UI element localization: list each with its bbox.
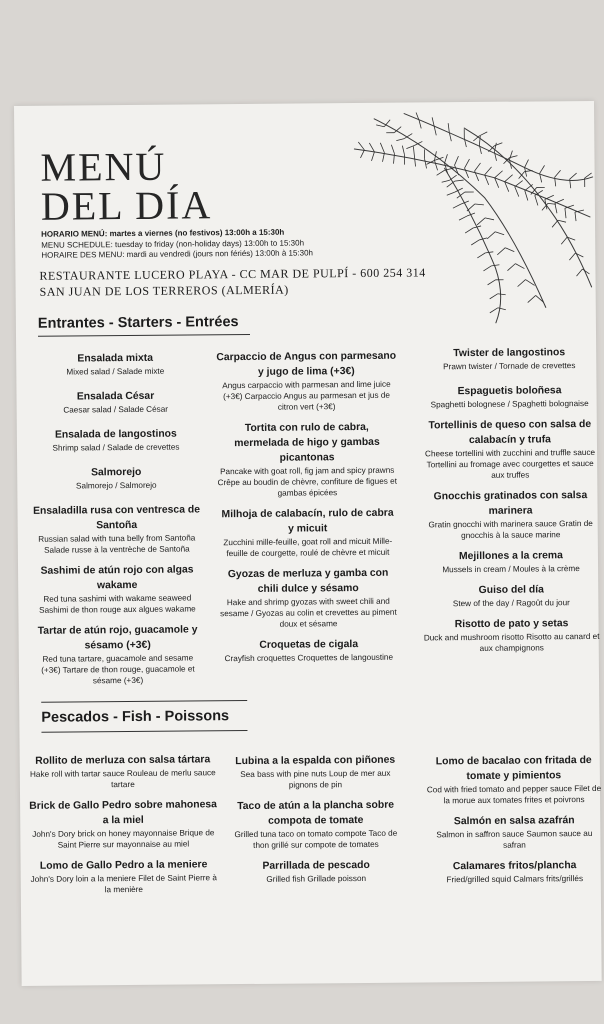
menu-item xyxy=(218,506,398,560)
starters-column-2 xyxy=(216,349,399,673)
item-description: Crayfish croquettes Croquettes de langoustine xyxy=(224,652,394,664)
item-description: Hake roll with tartar sauce Rouleau de merlu sauce tartare xyxy=(29,768,216,790)
schedule-line-es: HORARIO MENÚ: martes a viernes (no festivos) 13:00h a 15:30h xyxy=(41,227,285,239)
item-name: Ensalada mixta xyxy=(77,352,154,365)
item-name: Espaguetis boloñesa xyxy=(457,385,562,398)
item-name: Croquetas de cigala xyxy=(259,639,359,651)
menu-item xyxy=(29,857,219,896)
item-description: Grilled tuna taco on tomato compote Taco de thon grillé sur compote de tomates xyxy=(234,828,398,850)
item-description: Salmon in saffron sauce Saumon sauce au safran xyxy=(436,828,593,850)
item-name: Calamares fritos/plancha xyxy=(452,860,577,873)
item-description: Spaghetti bolognese / Spaghetti bolognaise xyxy=(430,398,589,410)
item-name: Tortita con rulo de cabra, mermelada de higo y gambas picantonas xyxy=(234,421,380,464)
item-description: Mussels in cream / Moules à la crème xyxy=(442,564,580,575)
item-name: Tartar de atún rojo, guacamole y sésamo (+3€) xyxy=(37,624,198,652)
menu-item xyxy=(420,345,598,373)
title-line-2: DEL DÍA xyxy=(40,182,213,229)
item-name: Carpaccio de Angus con parmesano y jugo de lima (+3€) xyxy=(216,350,397,378)
item-description: John's Dory loin a la meniere Filet de Saint Pierre à la menière xyxy=(30,873,217,895)
menu-item xyxy=(228,798,403,852)
item-description: John's Dory brick on honey mayonnaise Brique de Saint Pierre sur mayonnaise au miel xyxy=(32,828,215,850)
item-description: Gratin gnocchi with marinera sauce Gratin de gnocchis à la sauce marine xyxy=(428,518,593,541)
menu-item xyxy=(420,383,598,411)
item-description: Red tuna sashimi with wakame seaweed Sashimi de thon rouge aux algues wakame xyxy=(39,593,196,615)
menu-item xyxy=(28,797,218,851)
item-name: Gnocchis gratinados con salsa marinera xyxy=(433,490,588,517)
menu-item xyxy=(30,388,200,415)
item-description: Prawn twister / Tornade de crevettes xyxy=(443,361,576,372)
item-description: Duck and mushroom risotto Risotto au canard et aux champignons xyxy=(423,631,600,653)
item-description: Cod with fried tomato and pepper sauce Filet de la morue aux tomates frites et poivrons xyxy=(426,783,602,806)
item-description: Red tuna tartare, guacamole and sesame (+3€) Tartare de thon rouge, guacamole et sésame (+3€) xyxy=(41,653,195,686)
starters-column-1 xyxy=(30,350,203,694)
fish-heading-underline xyxy=(41,730,247,733)
menu-item xyxy=(31,464,201,491)
menu-item xyxy=(217,420,398,500)
menu-item xyxy=(427,858,603,886)
fish-heading: Pescados - Fish - Poissons xyxy=(41,708,230,726)
item-description: Pancake with goat roll, fig jam and spicy prawns Crêpe au boudin de chèvre, confiture de figues et gambas épicées xyxy=(217,465,397,498)
restaurant-line-1: RESTAURANTE LUCERO PLAYA - CC MAR DE PULPÍ - 600 254 314 xyxy=(39,265,426,283)
fish-column-2 xyxy=(228,753,404,894)
menu-item xyxy=(426,813,602,852)
menu-item xyxy=(229,858,404,886)
schedule-block xyxy=(41,227,313,261)
menu-item xyxy=(31,502,201,555)
restaurant-line-2: SAN JUAN DE LOS TERREROS (ALMERÍA) xyxy=(39,282,289,299)
menu-item xyxy=(32,562,202,615)
starters-column-3 xyxy=(420,345,601,663)
item-name: Rollito de merluza con salsa tártara xyxy=(35,754,211,767)
item-name: Tortellinis de queso con salsa de calabacín y trufa xyxy=(428,418,592,447)
item-description: Mixed salad / Salade mixte xyxy=(66,366,165,377)
menu-item xyxy=(421,417,600,482)
item-description: Cheese tortellini with zucchini and truffle sauce Tortellini au fromage avec courgettes et sauce aux truffes xyxy=(424,447,596,480)
item-description: Grilled fish Grillade poisson xyxy=(266,873,367,884)
menu-item xyxy=(421,488,599,542)
item-description: Fried/grilled squid Calmars frits/grillés xyxy=(446,874,584,885)
title-line-1: MENÚ xyxy=(40,143,167,190)
item-name: Guiso del día xyxy=(478,584,544,596)
item-name: Lomo de Gallo Pedro a la meniere xyxy=(39,859,208,872)
schedule-line-fr: HORAIRE DES MENU: mardi au vendredi (jours non fériés) 13:00h à 15:30h xyxy=(41,248,314,260)
starters-heading-underline xyxy=(38,334,250,337)
item-name: Salmorejo xyxy=(91,466,142,479)
item-name: Brick de Gallo Pedro sobre mahonesa a la miel xyxy=(29,799,217,827)
menu-sheet xyxy=(14,101,602,986)
item-description: Angus carpaccio with parmesan and lime juice (+3€) Carpaccio Angus au parmesan et jus de citron vert (+3€) xyxy=(222,379,391,412)
item-name: Lubina a la espalda con piñones xyxy=(235,754,396,768)
page-title xyxy=(40,143,213,229)
fish-column-3 xyxy=(426,753,603,894)
menu-item xyxy=(422,616,600,655)
menu-item xyxy=(218,566,399,631)
item-name: Risotto de pato y setas xyxy=(454,618,569,631)
item-description: Zucchini mille-feuille, goat roll and micuit Mille-feuille de courgette, roulé de chèvre et micuit xyxy=(223,536,393,559)
menu-item xyxy=(426,753,602,807)
item-name: Ensaladilla rusa con ventresca de Santoña xyxy=(33,504,201,532)
item-name: Taco de atún a la plancha sobre compota de tomate xyxy=(237,799,395,827)
menu-item xyxy=(422,548,600,576)
item-description: Salmorejo / Salmorejo xyxy=(75,480,157,491)
item-name: Salmón en salsa azafrán xyxy=(453,815,575,828)
item-name: Ensalada César xyxy=(76,390,155,403)
menu-item xyxy=(30,350,200,377)
item-name: Gyozas de merluza y gamba con chili dulce y sésamo xyxy=(227,567,389,595)
starters-heading: Entrantes - Starters - Entrées xyxy=(37,314,239,332)
item-name: Milhoja de calabacín, rulo de cabra y micuit xyxy=(221,507,394,535)
item-description: Caesar salad / Salade César xyxy=(63,404,169,415)
item-description: Stew of the day / Ragoût du jour xyxy=(452,598,570,609)
menu-item xyxy=(228,753,403,792)
item-description: Russian salad with tuna belly from Santoña Salade russe à la ventrèche de Santoña xyxy=(38,533,196,555)
item-name: Twister de langostinos xyxy=(453,347,566,360)
menu-item xyxy=(219,637,399,665)
fish-column-1 xyxy=(28,752,219,904)
menu-item xyxy=(28,752,218,791)
schedule-line-en: MENU SCHEDULE: tuesday to friday (non-holiday days) 13:00h to 15:30h xyxy=(41,237,305,250)
item-name: Lomo de bacalao con fritada de tomate y pimientos xyxy=(435,754,592,783)
item-description: Sea bass with pine nuts Loup de mer aux pignons de pin xyxy=(240,768,391,790)
item-description: Shrimp salad / Salade de crevettes xyxy=(52,442,180,453)
restaurant-info xyxy=(39,264,426,299)
item-name: Mejillones a la crema xyxy=(458,550,563,563)
menu-item xyxy=(31,426,201,453)
item-name: Sashimi de atún rojo con algas wakame xyxy=(40,564,194,592)
item-name: Parrillada de pescado xyxy=(262,859,370,872)
fish-heading-overline xyxy=(41,700,247,703)
menu-item xyxy=(422,582,600,610)
menu-item xyxy=(216,349,397,414)
item-description: Hake and shrimp gyozas with sweet chili and sesame / Gyozas au colin et crevettes au piment doux et sésame xyxy=(220,596,397,629)
menu-item xyxy=(33,622,204,686)
item-name: Ensalada de langostinos xyxy=(54,428,177,441)
